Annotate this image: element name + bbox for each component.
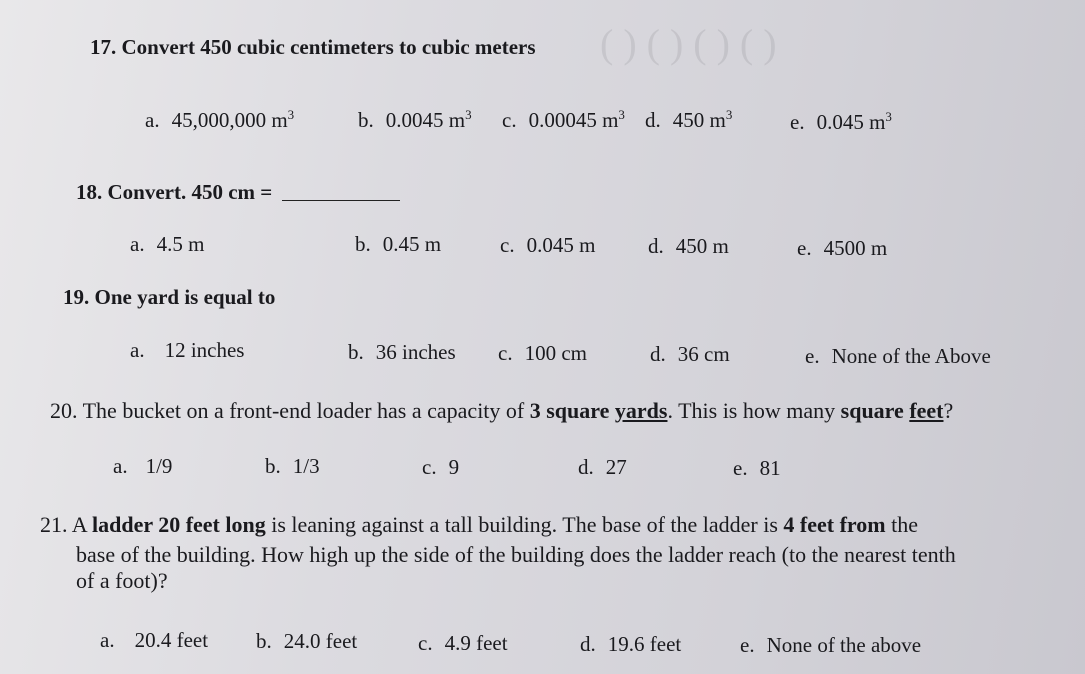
option-17a[interactable] <box>145 108 294 133</box>
option-value: 36 cm <box>677 342 730 366</box>
option-letter: e. <box>805 344 820 368</box>
question-text-bold: 3 square <box>529 398 615 423</box>
option-superscript: 3 <box>725 107 733 122</box>
question-text-emphasis: feet <box>909 398 944 423</box>
option-20c[interactable] <box>422 455 459 480</box>
option-letter: d. <box>580 632 596 656</box>
bleed-through-marks: ( ) ( ) ( ) ( ) <box>600 21 777 66</box>
question-text-part: . This is how many <box>667 398 841 423</box>
answer-blank[interactable] <box>282 182 400 201</box>
option-letter: d. <box>648 234 664 258</box>
option-superscript: 3 <box>618 107 625 122</box>
option-18e[interactable] <box>797 236 887 261</box>
question-text-part: The bucket on a front-end loader has a capacity of <box>82 398 530 423</box>
option-21c[interactable] <box>418 631 508 656</box>
question-number: 18. <box>76 180 103 204</box>
option-letter: a. <box>113 454 128 478</box>
option-21b[interactable] <box>256 629 357 654</box>
option-letter: a. <box>130 338 145 362</box>
option-superscript: 3 <box>885 109 892 124</box>
option-value: 27 <box>605 455 627 479</box>
question-text-part: is leaning against a tall building. The base of the ladder is <box>265 512 784 537</box>
question-number: 19. <box>63 285 90 309</box>
option-value: 0.0045 m <box>385 108 466 132</box>
question-text-bold: 4 feet from <box>783 512 886 537</box>
option-17d[interactable] <box>645 108 732 133</box>
question-text: Convert. 450 cm = <box>107 180 273 204</box>
question-number: 21. <box>40 512 68 537</box>
option-superscript: 3 <box>465 107 472 122</box>
option-letter: e. <box>790 110 805 134</box>
option-letter: b. <box>358 108 374 132</box>
option-letter: c. <box>422 455 437 479</box>
option-17b[interactable] <box>358 108 472 133</box>
option-20d[interactable] <box>578 455 627 480</box>
option-value: 100 cm <box>524 341 587 365</box>
option-18c[interactable] <box>500 233 595 258</box>
option-value: None of the above <box>766 633 922 657</box>
option-value: 81 <box>759 456 781 480</box>
question-text-part: A <box>71 512 92 537</box>
option-20b[interactable] <box>265 454 320 479</box>
option-value: 1/3 <box>292 454 320 478</box>
option-letter: d. <box>645 108 661 132</box>
option-19e[interactable] <box>805 344 991 369</box>
option-letter: e. <box>797 236 812 260</box>
option-value: 4.5 m <box>156 232 205 256</box>
option-value: 450 m <box>672 108 726 132</box>
question-text: One yard is equal to <box>94 285 276 309</box>
option-19d[interactable] <box>650 342 730 367</box>
option-value: 4500 m <box>823 236 888 260</box>
option-21e[interactable] <box>740 633 921 658</box>
option-letter: b. <box>265 454 281 478</box>
option-21a[interactable] <box>100 628 208 653</box>
option-letter: b. <box>355 232 371 256</box>
question-number: 20. <box>50 398 78 423</box>
option-21d[interactable] <box>580 632 681 657</box>
option-value: 20.4 feet <box>134 628 209 652</box>
option-value: 1/9 <box>145 454 173 478</box>
option-20a[interactable] <box>113 454 172 479</box>
option-value: 0.045 m <box>526 233 596 257</box>
question-text-emphasis: yards <box>614 398 668 423</box>
option-19c[interactable] <box>498 341 587 366</box>
option-letter: e. <box>740 633 755 657</box>
option-letter: c. <box>502 108 517 132</box>
option-letter: a. <box>130 232 145 256</box>
question-19 <box>63 283 275 311</box>
question-text: Convert 450 cubic centimeters to cubic meters <box>121 35 536 59</box>
option-17c[interactable] <box>502 108 625 133</box>
option-17e[interactable] <box>790 110 892 135</box>
question-text-part: the <box>885 512 919 537</box>
option-value: 0.045 m <box>816 110 886 134</box>
option-18d[interactable] <box>648 234 729 259</box>
option-letter: e. <box>733 456 748 480</box>
option-value: 45,000,000 m <box>171 108 288 132</box>
option-letter: d. <box>650 342 666 366</box>
question-text-bold: ladder 20 feet long <box>91 512 266 537</box>
option-value: None of the Above <box>831 344 991 368</box>
option-letter: b. <box>348 340 364 364</box>
option-value: 9 <box>448 455 460 479</box>
question-21-line2: base of the building. How high up the side of the building does the ladder reach (to the nearest tenth <box>76 542 956 567</box>
option-18b[interactable] <box>355 232 441 257</box>
option-18a[interactable] <box>130 232 204 257</box>
question-17 <box>90 33 536 61</box>
option-superscript: 3 <box>287 107 295 122</box>
question-number: 17. <box>90 35 117 59</box>
question-text-part: ? <box>943 398 954 423</box>
option-value: 0.00045 m <box>528 108 619 132</box>
option-value: 19.6 feet <box>607 632 682 656</box>
option-value: 24.0 feet <box>283 629 358 653</box>
option-letter: c. <box>498 341 513 365</box>
option-value: 0.45 m <box>382 232 442 256</box>
option-value: 12 inches <box>164 338 245 362</box>
question-18 <box>76 178 400 206</box>
question-text-bold: square <box>840 398 910 423</box>
option-letter: a. <box>100 628 115 652</box>
option-letter: a. <box>145 108 160 132</box>
option-letter: c. <box>418 631 433 655</box>
option-20e[interactable] <box>733 456 781 481</box>
option-19b[interactable] <box>348 340 456 365</box>
option-value: 450 m <box>675 234 729 258</box>
option-value: 36 inches <box>375 340 456 364</box>
option-letter: c. <box>500 233 515 257</box>
question-21-line1 <box>40 511 918 539</box>
question-21-line3: of a foot)? <box>76 568 168 593</box>
option-letter: d. <box>578 455 594 479</box>
option-value: 4.9 feet <box>444 631 508 655</box>
question-20 <box>50 397 953 425</box>
option-19a[interactable] <box>130 338 244 363</box>
option-letter: b. <box>256 629 272 653</box>
